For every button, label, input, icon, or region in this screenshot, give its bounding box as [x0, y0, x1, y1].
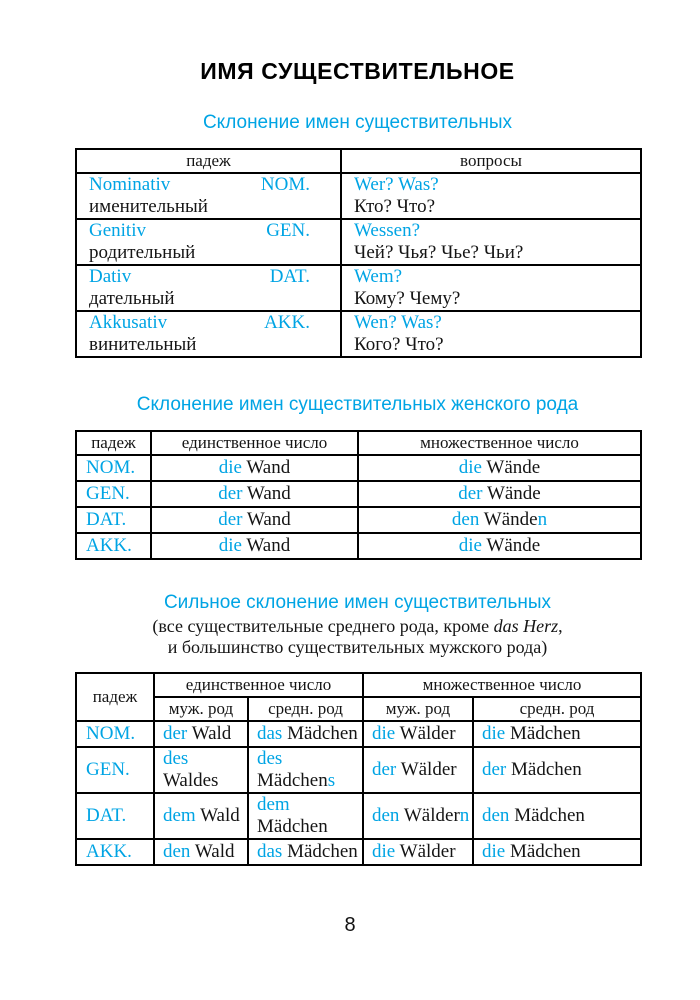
- noun: Wälder: [403, 805, 460, 826]
- table-row: [76, 793, 641, 839]
- article: die: [372, 723, 396, 744]
- page-title: ИМЯ СУЩЕСТВИТЕЛЬНОЕ: [200, 58, 515, 84]
- form-cell: [363, 721, 473, 747]
- case-abbr: DAT.: [76, 507, 151, 533]
- article: die: [218, 457, 242, 478]
- noun: Wälder: [400, 759, 457, 780]
- case-name-line: [77, 220, 340, 242]
- table-row: [76, 455, 641, 481]
- noun: Wald: [194, 841, 235, 862]
- table-row: [76, 533, 641, 559]
- case-cell: [76, 173, 341, 219]
- article: des: [257, 748, 283, 769]
- case-abbr: DAT.: [269, 266, 310, 287]
- article: der: [482, 759, 507, 780]
- case-russian: дательный: [89, 288, 175, 309]
- case-russian: родительный: [89, 242, 196, 263]
- form-cell: [154, 721, 248, 747]
- noun: Mädchen: [509, 723, 581, 744]
- noun: Wände: [486, 535, 541, 556]
- column-header-masculine-plural: муж. род: [363, 697, 473, 721]
- section-note: [75, 616, 640, 658]
- questions-cell: [341, 219, 641, 265]
- article: der: [218, 509, 243, 530]
- note-text: ,: [558, 616, 563, 636]
- table-row: [76, 721, 641, 747]
- table-row: [76, 747, 641, 793]
- case-german: Genitiv: [89, 220, 146, 241]
- article: die: [218, 535, 242, 556]
- noun: Wald: [200, 805, 240, 826]
- form-cell: [473, 721, 641, 747]
- case-abbr: AKK.: [76, 533, 151, 559]
- section-heading-feminine: Склонение имен существительных женского рода: [136, 394, 579, 415]
- table-subheader-row: [76, 697, 641, 721]
- article: dem: [257, 794, 290, 815]
- questions-german: Wem?: [354, 266, 403, 287]
- questions-russian: Кому? Чему?: [354, 288, 461, 309]
- article: die: [458, 535, 482, 556]
- noun: Wand: [246, 535, 291, 556]
- noun: Wand: [246, 509, 291, 530]
- note-text: (все существительные среднего рода, кроме: [152, 616, 494, 636]
- table-row: [76, 311, 641, 357]
- form-cell: [248, 793, 363, 839]
- singular-form-cell: [151, 507, 358, 533]
- noun: Mädchen: [287, 841, 358, 862]
- strong-declension-table: [75, 672, 642, 866]
- noun: Mädchen: [509, 841, 581, 862]
- column-header-case: падеж: [76, 149, 341, 173]
- table-header-row: [76, 431, 641, 455]
- article: der: [372, 759, 397, 780]
- case-abbr: AKK.: [264, 312, 310, 333]
- section-heading-strong: Сильное склонение имен существительных: [163, 592, 552, 613]
- form-cell: [363, 747, 473, 793]
- feminine-declension-table: [75, 430, 642, 560]
- column-header-plural: множественное число: [363, 673, 641, 697]
- case-cell: [76, 311, 341, 357]
- case-abbr: NOM.: [76, 721, 154, 747]
- noun: Mädchen: [514, 805, 585, 826]
- noun: Wände: [486, 483, 541, 504]
- noun: Wand: [246, 457, 291, 478]
- cases-questions-table: [75, 148, 642, 358]
- article: die: [482, 841, 506, 862]
- case-abbr: GEN.: [76, 481, 151, 507]
- case-abbr: NOM.: [76, 455, 151, 481]
- column-header-questions: вопросы: [341, 149, 641, 173]
- questions-german: Wessen?: [354, 220, 420, 241]
- singular-form-cell: [151, 481, 358, 507]
- questions-german: Wen? Was?: [354, 312, 442, 333]
- noun: Wände: [486, 457, 541, 478]
- form-cell: [473, 793, 641, 839]
- noun: Mädchen: [287, 723, 358, 744]
- article: des: [163, 748, 189, 769]
- article: den: [482, 805, 510, 826]
- singular-form-cell: [151, 533, 358, 559]
- case-abbr: GEN.: [76, 747, 154, 793]
- column-header-neuter-singular: средн. род: [248, 697, 363, 721]
- noun: Wand: [246, 483, 291, 504]
- plural-form-cell: [358, 455, 641, 481]
- ending: n: [537, 509, 548, 530]
- plural-form-cell: [358, 481, 641, 507]
- plural-form-cell: [358, 507, 641, 533]
- page-content: [75, 0, 640, 866]
- article: den: [451, 509, 480, 530]
- questions-russian: Кто? Что?: [354, 196, 436, 217]
- singular-form-cell: [151, 455, 358, 481]
- article: dem: [163, 805, 196, 826]
- table-row: [76, 481, 641, 507]
- table-header-row: [76, 149, 641, 173]
- table-row: [76, 839, 641, 865]
- case-german: Akkusativ: [89, 312, 168, 333]
- form-cell: [248, 839, 363, 865]
- article: die: [458, 457, 482, 478]
- noun: Wald: [191, 723, 232, 744]
- ending: n: [459, 805, 470, 826]
- form-cell: [154, 747, 248, 793]
- form-cell: [154, 839, 248, 865]
- article: den: [372, 805, 400, 826]
- noun: Wände: [483, 509, 538, 530]
- case-abbr: NOM.: [260, 174, 310, 195]
- article: die: [372, 841, 396, 862]
- case-abbr: GEN.: [266, 220, 310, 241]
- article: die: [482, 723, 506, 744]
- noun: Mädchen: [257, 816, 328, 837]
- article: das: [257, 723, 283, 744]
- form-cell: [154, 793, 248, 839]
- questions-russian: Чей? Чья? Чье? Чьи?: [354, 242, 524, 263]
- column-header-singular: единственное число: [151, 431, 358, 455]
- form-cell: [248, 721, 363, 747]
- case-name-line: [77, 174, 340, 196]
- column-header-singular: единственное число: [154, 673, 363, 697]
- article: den: [163, 841, 191, 862]
- plural-form-cell: [358, 533, 641, 559]
- case-russian: именительный: [89, 196, 208, 217]
- case-name-line: [77, 312, 340, 334]
- note-italic-term: das Herz: [493, 616, 559, 636]
- noun: Wälder: [399, 841, 456, 862]
- table-row: [76, 265, 641, 311]
- case-cell: [76, 265, 341, 311]
- case-abbr: AKK.: [76, 839, 154, 865]
- questions-cell: [341, 173, 641, 219]
- article: der: [218, 483, 243, 504]
- note-line-1: [75, 616, 640, 637]
- case-russian: винительный: [89, 334, 197, 355]
- questions-russian: Кого? Что?: [354, 334, 444, 355]
- table-row: [76, 173, 641, 219]
- table-row: [76, 507, 641, 533]
- form-cell: [363, 793, 473, 839]
- noun: Mädchen: [511, 759, 582, 780]
- case-cell: [76, 219, 341, 265]
- questions-cell: [341, 311, 641, 357]
- form-cell: [473, 839, 641, 865]
- noun: Mädchen: [257, 770, 328, 791]
- questions-german: Wer? Was?: [354, 174, 439, 195]
- article: der: [163, 723, 188, 744]
- section-heading-declension: Склонение имен существительных: [202, 112, 513, 133]
- note-line-2: и большинство существительных мужского рода): [167, 637, 548, 657]
- case-abbr: DAT.: [76, 793, 154, 839]
- article: das: [257, 841, 283, 862]
- case-name-line: [77, 266, 340, 288]
- form-cell: [363, 839, 473, 865]
- form-cell: [473, 747, 641, 793]
- questions-cell: [341, 265, 641, 311]
- table-row: [76, 219, 641, 265]
- noun: Wälder: [399, 723, 456, 744]
- form-cell: [248, 747, 363, 793]
- ending: s: [327, 770, 336, 791]
- column-header-case: падеж: [76, 431, 151, 455]
- case-german: Dativ: [89, 266, 132, 287]
- page-number: 8: [344, 914, 356, 936]
- column-header-plural: множественное число: [358, 431, 641, 455]
- noun: Waldes: [163, 770, 219, 791]
- table-header-row: [76, 673, 641, 697]
- column-header-neuter-plural: средн. род: [473, 697, 641, 721]
- column-header-masculine-singular: муж. род: [154, 697, 248, 721]
- column-header-case: падеж: [76, 673, 154, 721]
- case-german: Nominativ: [89, 174, 171, 195]
- article: der: [458, 483, 483, 504]
